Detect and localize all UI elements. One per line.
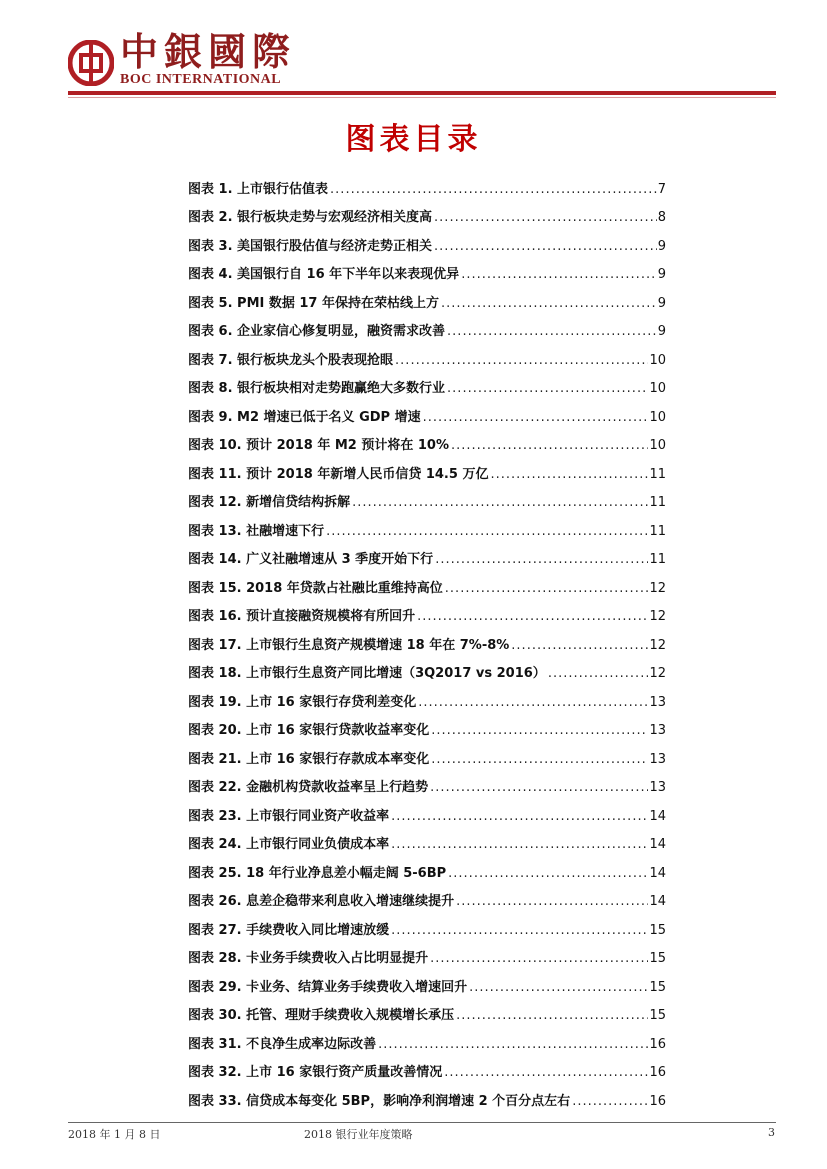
toc-entry[interactable]	[188, 341, 666, 370]
toc-entry-label: 图表 6. 企业家信心修复明显，融资需求改善	[188, 324, 446, 339]
toc-entry-page: 15	[649, 922, 666, 938]
toc-leader-dots	[417, 608, 648, 626]
toc-entry-page: 13	[649, 780, 666, 795]
toc-entry-label: 图表 19. 上市 16 家银行存贷利差变化	[188, 694, 417, 710]
footer-report-name: 2018 银行业年度策略	[304, 1128, 413, 1141]
toc-leader-dots	[461, 266, 657, 284]
toc-entry-label: 图表 12. 新增信贷结构拆解	[188, 495, 351, 510]
toc-entry-page: 11	[649, 495, 666, 510]
toc-entry-label: 图表 13. 社融增速下行	[188, 523, 325, 539]
toc-leader-dots	[444, 1064, 648, 1082]
toc-entry-page: 16	[649, 1036, 666, 1052]
toc-entry-label: 图表 24. 上市银行同业负债成本率	[188, 837, 390, 852]
toc-entry-label: 图表 4. 美国银行自 16 年下半年以来表现优异	[188, 267, 460, 282]
toc-leader-dots	[447, 380, 648, 398]
toc-entry[interactable]	[188, 797, 666, 826]
toc-leader-dots	[572, 1093, 648, 1111]
toc-entry-label: 图表 28. 卡业务手续费收入占比明显提升	[188, 951, 429, 966]
toc-entry-label: 图表 27. 手续费收入同比增速放缓	[188, 922, 390, 938]
toc-entry[interactable]	[188, 199, 666, 228]
toc-entry-label: 图表 31. 不良净生成率边际改善	[188, 1036, 377, 1052]
toc-entry-label: 图表 16. 预计直接融资规模将有所回升	[188, 609, 416, 624]
toc-entry-label: 图表 23. 上市银行同业资产收益率	[188, 808, 390, 824]
toc-entry[interactable]	[188, 911, 666, 940]
toc-entry[interactable]	[188, 1054, 666, 1083]
toc-entry-page: 10	[649, 409, 666, 425]
toc-entry-page: 9	[657, 267, 666, 282]
toc-entry[interactable]	[188, 256, 666, 285]
toc-entry[interactable]	[188, 427, 666, 456]
toc-entry-page: 10	[649, 438, 666, 453]
toc-entry-label: 图表 5. PMI 数据 17 年保持在荣枯线上方	[188, 295, 440, 311]
toc-entry-page: 9	[657, 324, 666, 339]
toc-entry[interactable]	[188, 826, 666, 855]
toc-entry[interactable]	[188, 284, 666, 313]
toc-leader-dots	[391, 808, 648, 826]
header-divider	[68, 91, 776, 95]
toc-entry[interactable]	[188, 370, 666, 399]
toc-entry-label: 图表 30. 托管、理财手续费收入规模增长承压	[188, 1008, 455, 1023]
toc-entry-page: 11	[649, 523, 666, 539]
toc-entry-page: 12	[649, 580, 666, 596]
toc-entry-page: 15	[649, 951, 666, 966]
toc-entry-page: 13	[649, 694, 666, 710]
toc-entry-page: 14	[649, 865, 666, 881]
toc-entry[interactable]	[188, 598, 666, 627]
toc-entry-page: 16	[649, 1065, 666, 1080]
toc-entry[interactable]	[188, 455, 666, 484]
toc-leader-dots	[326, 523, 648, 541]
header-divider-thin	[68, 97, 776, 98]
toc-entry-page: 11	[649, 552, 666, 567]
toc-entry[interactable]	[188, 1025, 666, 1054]
toc-entry[interactable]	[188, 712, 666, 741]
logo-english-name: BOC INTERNATIONAL	[120, 72, 282, 87]
table-of-figures	[188, 170, 666, 1111]
toc-leader-dots	[441, 295, 657, 313]
toc-entry-label: 图表 32. 上市 16 家银行资产质量改善情况	[188, 1065, 443, 1080]
toc-entry-label: 图表 14. 广义社融增速从 3 季度开始下行	[188, 552, 434, 567]
toc-entry[interactable]	[188, 769, 666, 798]
toc-entry-page: 12	[649, 666, 666, 681]
logo-chinese-name: 中銀國際	[120, 29, 297, 74]
toc-leader-dots	[548, 665, 649, 683]
toc-entry-page: 14	[649, 894, 666, 909]
toc-entry-page: 10	[649, 352, 666, 368]
toc-leader-dots	[434, 209, 657, 227]
toc-entry-label: 图表 9. M2 增速已低于名义 GDP 增速	[188, 409, 421, 425]
toc-entry-page: 14	[649, 808, 666, 824]
toc-entry-page: 15	[649, 1008, 666, 1023]
page-title: 图表目录	[345, 122, 482, 157]
toc-entry-label: 图表 7. 银行板块龙头个股表现抢眼	[188, 352, 394, 368]
toc-leader-dots	[378, 1036, 648, 1054]
toc-entry-page: 12	[649, 609, 666, 624]
toc-leader-dots	[431, 751, 648, 769]
toc-entry-label: 图表 8. 银行板块相对走势跑赢绝大多数行业	[188, 381, 446, 396]
toc-entry-page: 11	[649, 466, 666, 482]
toc-leader-dots	[434, 238, 657, 256]
toc-leader-dots	[448, 865, 648, 883]
toc-entry-label: 图表 18. 上市银行生息资产同比增速（3Q2017 vs 2016）	[188, 666, 546, 681]
toc-entry[interactable]	[188, 541, 666, 570]
toc-entry-label: 图表 1. 上市银行估值表	[188, 181, 329, 197]
toc-entry-page: 7	[657, 181, 666, 197]
toc-entry-label: 图表 26. 息差企稳带来利息收入增速继续提升	[188, 894, 455, 909]
toc-entry-label: 图表 10. 预计 2018 年 M2 预计将在 10%	[188, 438, 449, 453]
toc-entry-page: 9	[657, 295, 666, 311]
toc-leader-dots	[445, 580, 649, 598]
footer-divider	[68, 1122, 776, 1123]
toc-entry-page: 14	[649, 837, 666, 852]
toc-entry[interactable]	[188, 227, 666, 256]
toc-entry-label: 图表 17. 上市银行生息资产规模增速 18 年在 7%-8%	[188, 637, 510, 653]
toc-leader-dots	[435, 551, 648, 569]
toc-leader-dots	[447, 323, 657, 341]
toc-entry-label: 图表 22. 金融机构贷款收益率呈上行趋势	[188, 780, 429, 795]
toc-entry[interactable]	[188, 968, 666, 997]
toc-entry-page: 13	[649, 723, 666, 738]
toc-entry-page: 12	[649, 637, 666, 653]
toc-entry-label: 图表 11. 预计 2018 年新增人民币信贷 14.5 万亿	[188, 466, 489, 482]
toc-entry-page: 9	[657, 238, 666, 254]
toc-leader-dots	[490, 466, 648, 484]
toc-entry-page: 16	[649, 1093, 666, 1109]
toc-leader-dots	[423, 409, 649, 427]
toc-entry[interactable]	[188, 1082, 666, 1111]
toc-entry[interactable]	[188, 170, 666, 199]
toc-leader-dots	[391, 836, 648, 854]
toc-entry-label: 图表 21. 上市 16 家银行存款成本率变化	[188, 751, 430, 767]
toc-leader-dots	[330, 181, 657, 199]
toc-leader-dots	[456, 893, 648, 911]
toc-entry-label: 图表 20. 上市 16 家银行贷款收益率变化	[188, 723, 430, 738]
toc-leader-dots	[456, 1007, 648, 1025]
toc-entry-label: 图表 25. 18 年行业净息差小幅走阔 5-6BP	[188, 865, 447, 881]
toc-entry[interactable]	[188, 997, 666, 1026]
toc-entry[interactable]	[188, 626, 666, 655]
footer-date: 2018 年 1 月 8 日	[68, 1128, 161, 1141]
toc-entry-label: 图表 33. 信贷成本每变化 5BP，影响净利润增速 2 个百分点左右	[188, 1093, 571, 1109]
toc-entry[interactable]	[188, 683, 666, 712]
toc-entry[interactable]	[188, 940, 666, 969]
toc-entry-label: 图表 29. 卡业务、结算业务手续费收入增速回升	[188, 979, 468, 995]
toc-entry-label: 图表 3. 美国银行股估值与经济走势正相关	[188, 238, 433, 254]
toc-leader-dots	[469, 979, 648, 997]
toc-leader-dots	[451, 437, 648, 455]
page-header	[0, 0, 827, 100]
toc-entry-page: 15	[649, 979, 666, 995]
toc-entry[interactable]	[188, 740, 666, 769]
toc-entry-label: 图表 15. 2018 年贷款占社融比重维持高位	[188, 580, 443, 596]
boc-logo-icon	[68, 40, 114, 86]
toc-entry-page: 8	[657, 210, 666, 225]
toc-leader-dots	[352, 494, 648, 512]
toc-leader-dots	[431, 722, 648, 740]
toc-entry[interactable]	[188, 655, 666, 684]
toc-entry-page: 13	[649, 751, 666, 767]
toc-entry[interactable]	[188, 512, 666, 541]
toc-entry-page: 10	[649, 381, 666, 396]
toc-entry[interactable]	[188, 398, 666, 427]
toc-leader-dots	[430, 950, 648, 968]
toc-leader-dots	[395, 352, 648, 370]
toc-entry[interactable]	[188, 313, 666, 342]
toc-leader-dots	[391, 922, 648, 940]
toc-leader-dots	[418, 694, 648, 712]
toc-entry[interactable]	[188, 883, 666, 912]
toc-entry[interactable]	[188, 484, 666, 513]
toc-entry-label: 图表 2. 银行板块走势与宏观经济相关度高	[188, 210, 433, 225]
toc-entry[interactable]	[188, 854, 666, 883]
toc-leader-dots	[430, 779, 648, 797]
footer-page-number: 3	[768, 1126, 775, 1139]
toc-leader-dots	[511, 637, 648, 655]
toc-entry[interactable]	[188, 569, 666, 598]
